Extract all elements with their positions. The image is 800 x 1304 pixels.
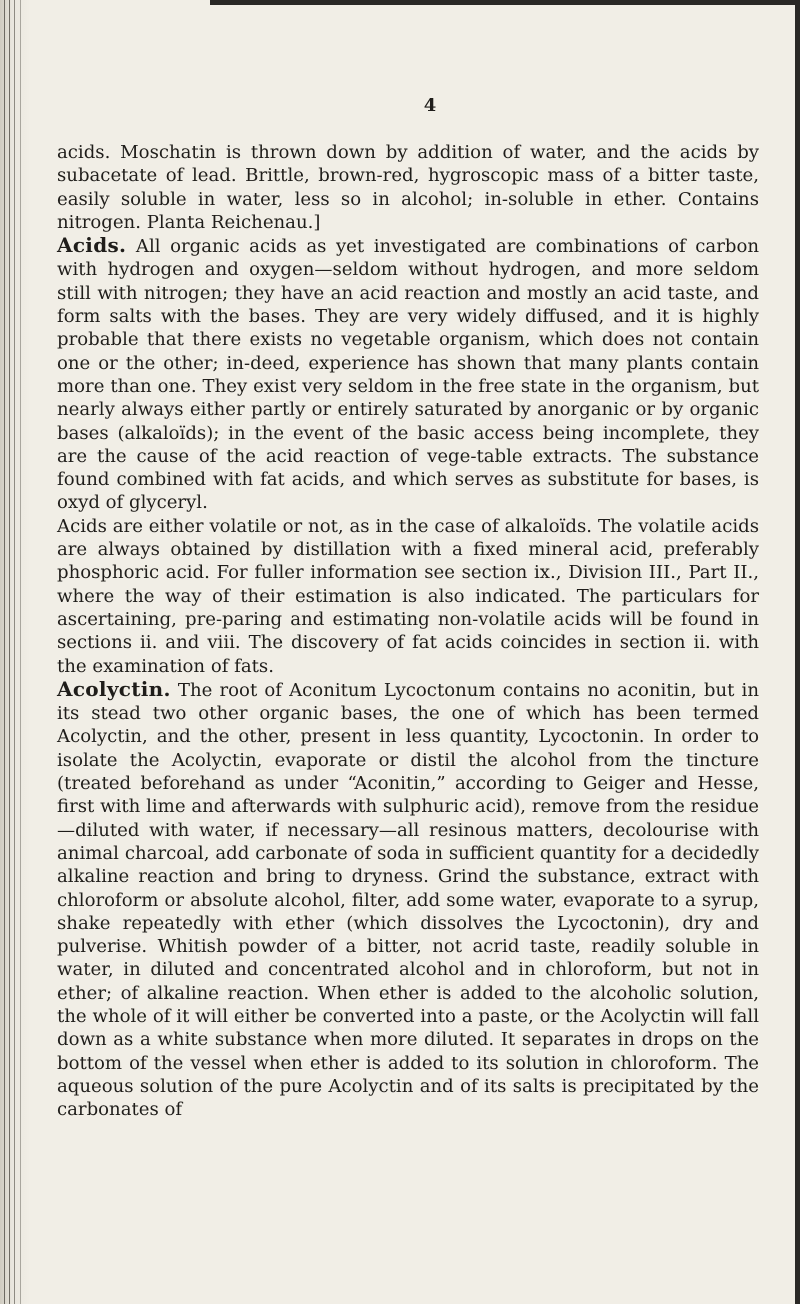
paragraph-text: acids. Moschatin is thrown down by addition of water, and the acids by subacetate of lead. Brittle, brown-red, hygroscopic mass of a bitter taste, easily soluble in water, less so in alcohol; in-soluble in ether. Contains nitrogen. Planta Reichenau.] xyxy=(57,142,759,233)
entry-heading: Acolyctin. xyxy=(57,676,171,701)
page-edge-top xyxy=(210,0,800,5)
page-binding xyxy=(0,0,30,1304)
body-text xyxy=(57,141,759,1121)
paragraph-acolyctin xyxy=(57,678,759,1122)
paragraph-text: The root of Aconitum Lycoctonum contains no aconitin, but in its stead two other organic bases, the one of which has been termed Acolyctin, and the other, present in less quantity, Lycoctonin. In order to isolate the Acolyctin, evaporate or distil the alcohol from the tincture (treated beforehand as under “Aconitin,” according to Geiger and Hesse, first with lime and afterwards with sulphuric acid), remove from the residue—diluted with water, if necessary—all resinous matters, decolourise with animal charcoal, add carbonate of soda in sufficient quantity for a decidedly alkaline reaction and bring to dryness. Grind the substance, extract with chloroform or absolute alcohol, filter, add some water, evaporate to a syrup, shake repeatedly with ether (which dissolves the Lycoctonin), dry and pulverise. Whitish powder of a bitter, not acrid taste, readily soluble in water, in diluted and concentrated alcohol and in chloroform, but not in ether; of alkaline reaction. When ether is added to the alcoholic solution, the whole of it will either be converted into a paste, or the Acolyctin will fall down as a white substance when more diluted. It separates in drops on the bottom of the vessel when ether is added to its solution in chloroform. The aqueous solution of the pure Acolyctin and of its salts is precipitated by the carbonates of xyxy=(57,679,759,1121)
page-edge-right xyxy=(795,0,800,1304)
paragraph-text: Acids are either volatile or not, as in the case of alkaloïds. The volatile acids are always obtained by distillation with a fixed mineral acid, preferably phosphoric acid. For fuller information see section ix., Division III., Part II., where the way of their estimation is also indicated. The particulars for ascertaining, pre-paring and estimating non-volatile acids will be found in sections ii. and viii. The discovery of fat acids coincides in section ii. with the examination of fats. xyxy=(57,515,759,677)
paragraph-text: All organic acids as yet investigated are combinations of carbon with hydrogen and oxygen—seldom without hydrogen, and more seldom still with nitrogen; they have an acid reaction and mostly an acid taste, and form salts with the bases. They are very widely diffused, and it is highly probable that there exists no vegetable organism, which does not contain one or the other; in-deed, experience has shown that many plants contain more than one. They exist very seldom in the free state in the organism, but nearly always either partly or entirely saturated by anorganic or by organic bases (alkaloïds); in the event of the basic access being incomplete, they are the cause of the acid reaction of vege-table extracts. The substance found combined with fat acids, and which serves as substitute for bases, is oxyd of glyceryl. xyxy=(57,236,759,514)
paragraph xyxy=(57,515,759,678)
paragraph xyxy=(57,141,759,234)
entry-heading: Acids. xyxy=(57,233,127,258)
paragraph-acids xyxy=(57,234,759,515)
page-number: 4 xyxy=(423,95,437,116)
